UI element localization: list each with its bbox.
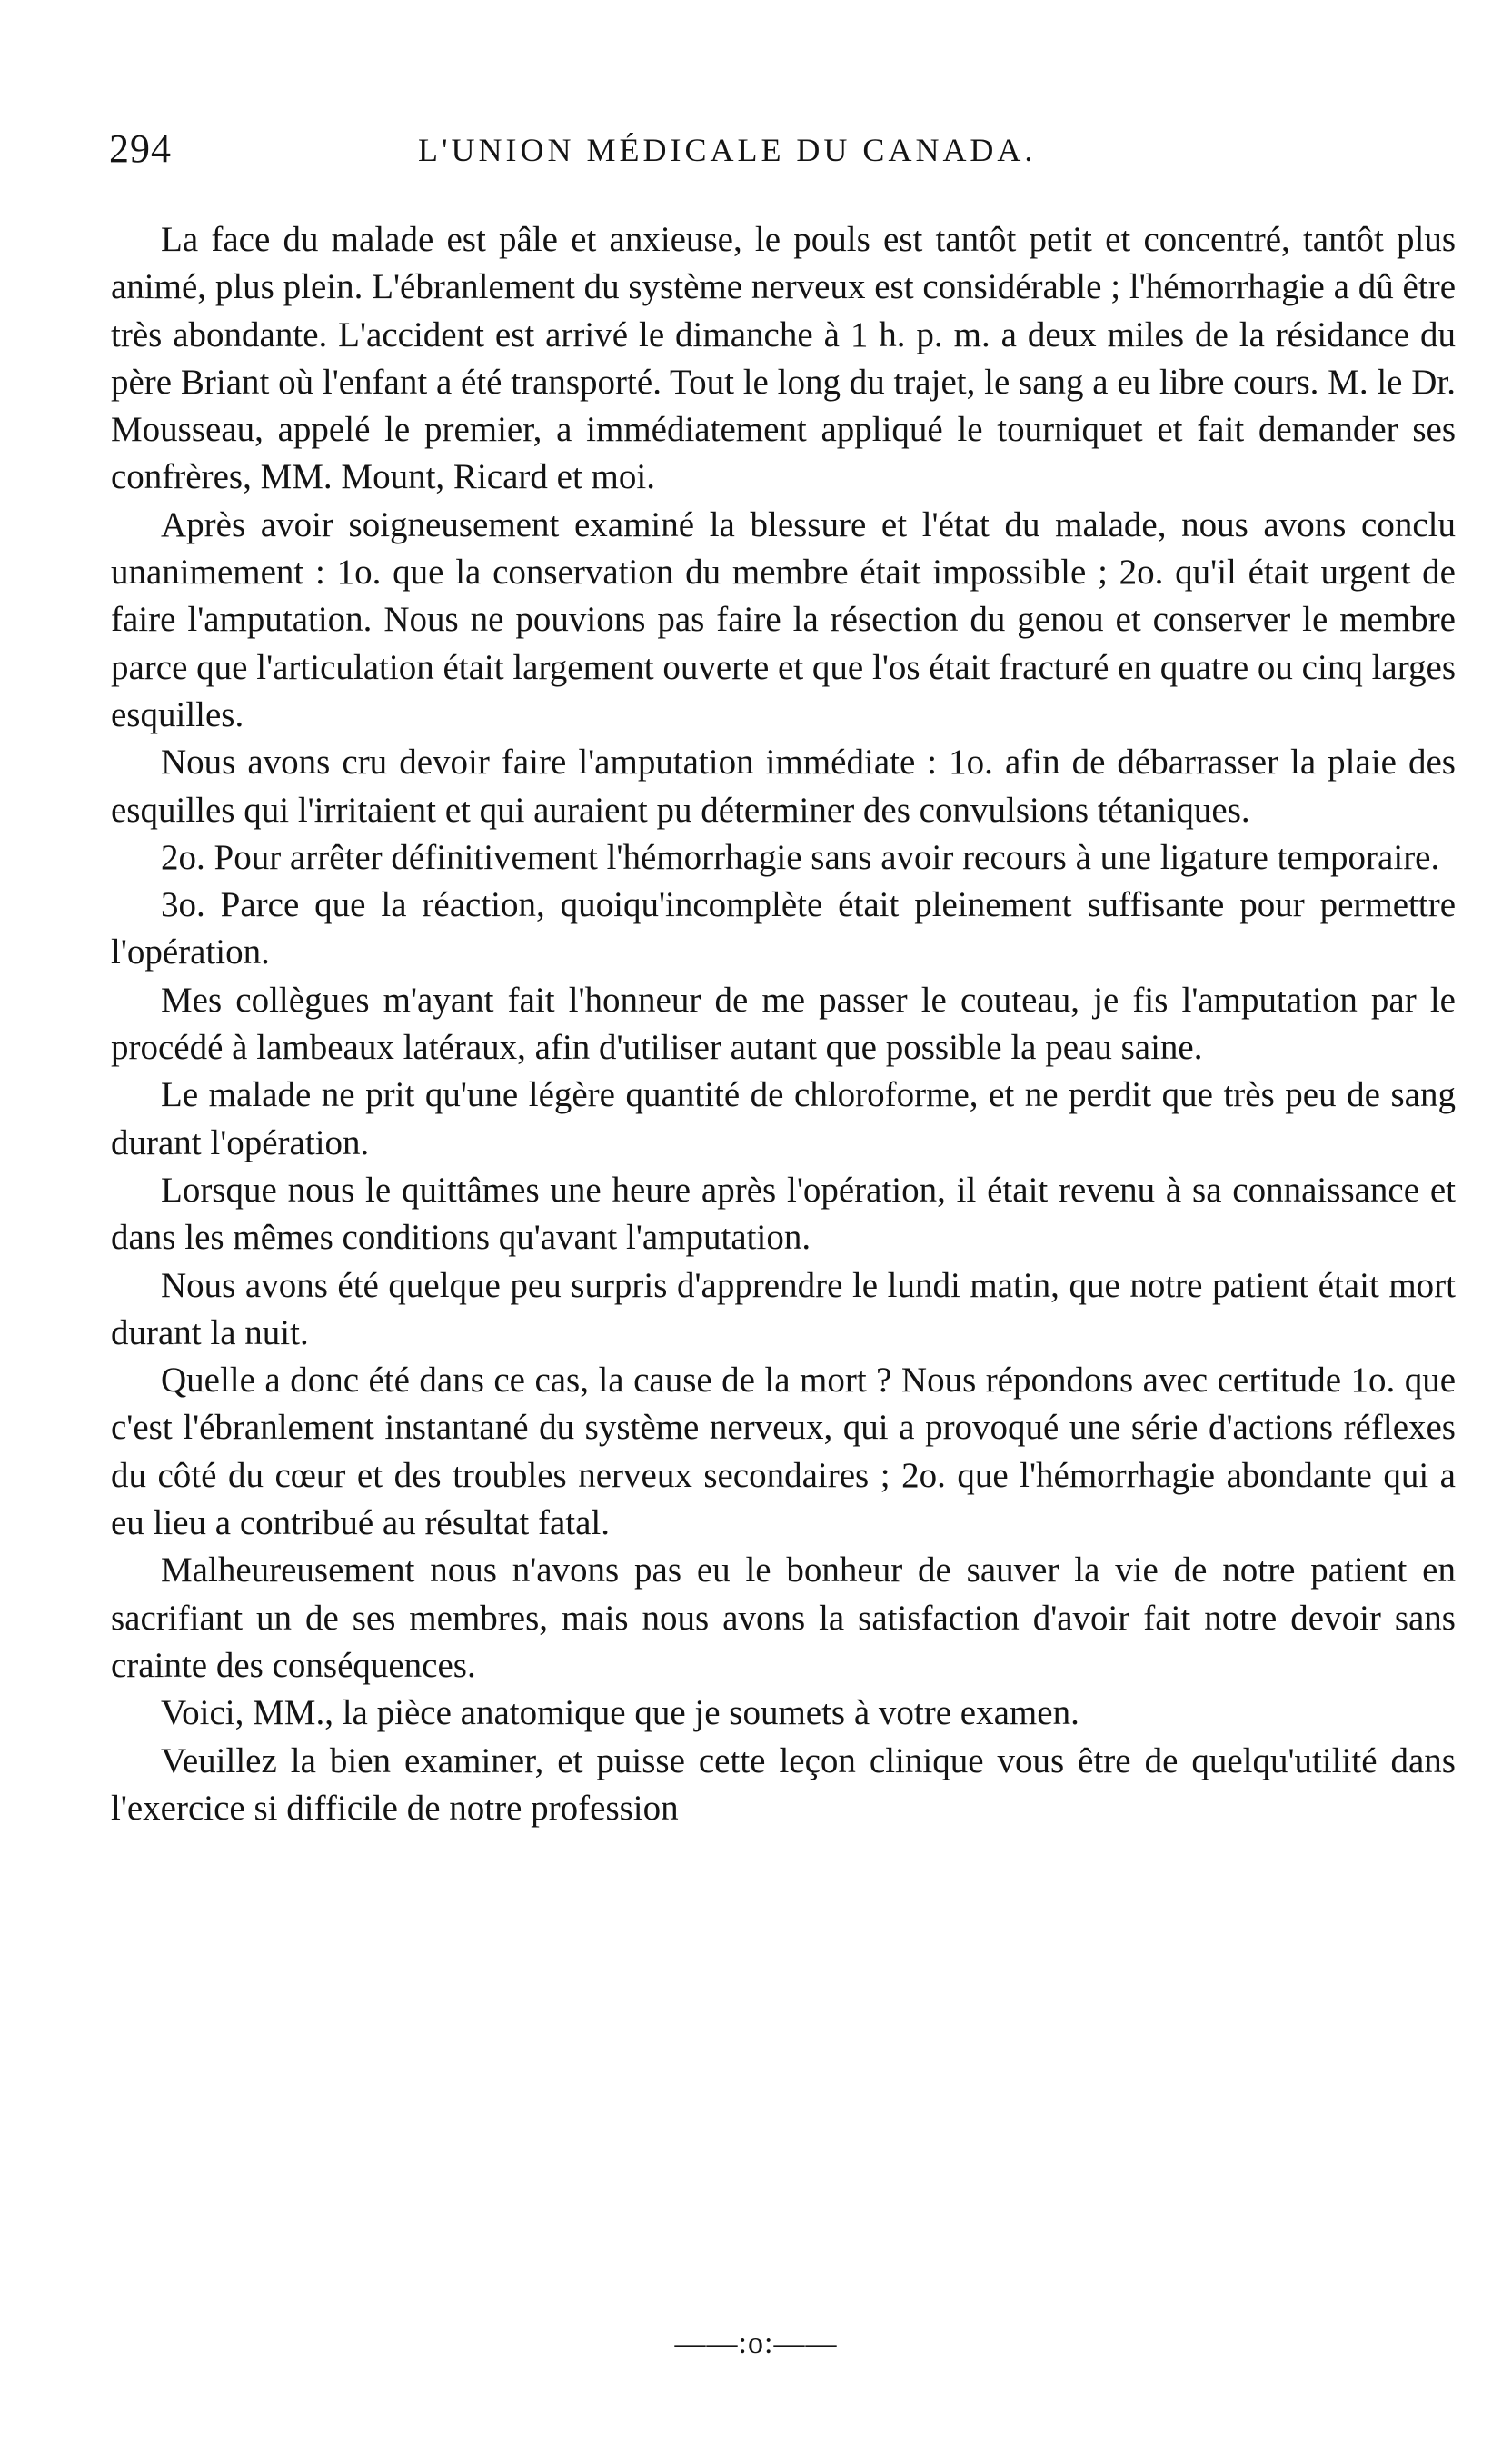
paragraph: Après avoir soigneusement examiné la blessure et l'état du malade, nous avons conclu unanimement : 1o. que la conservation du membre était impossible ; 2o. qu'il était urgent de faire l'amputation. Nous ne pouvions pas faire la résection du genou et conserver le membre parce que l'articulation était largement ouverte et que l'os était fracturé en quatre ou cinq larges esquilles. bbox=[111, 504, 1456, 734]
paragraph: La face du malade est pâle et anxieuse, le pouls est tantôt petit et concentré, tantôt plus animé, plus plein. L'ébranlement du système nerveux est considérable ; l'hémorrhagie a dû être très abondante. L'accident est arrivé le dimanche à 1 h. p. m. a deux miles de la résidance du père Briant où l'enfant a été transporté. Tout le long du trajet, le sang a eu libre cours. M. le Dr. Mousseau, appelé le premier, a immédiatement appliqué le tourniquet et fait demander ses confrères, MM. Mount, Ricard et moi. bbox=[111, 220, 1456, 497]
paragraph: Quelle a donc été dans ce cas, la cause de la mort ? Nous répondons avec certitude 1o. que c'est l'ébranlement instantané du système nerveux, qui a provoqué une série d'actions réflexes du côté du cœur et des troubles nerveux secondaires ; 2o. que l'hémorrhagie abondante qui a eu lieu a contribué au résultat fatal. bbox=[111, 1361, 1456, 1543]
paragraph: Nous avons été quelque peu surpris d'apprendre le lundi matin, que notre patient était mort durant la nuit. bbox=[111, 1265, 1456, 1352]
paragraph: Mes collègues m'ayant fait l'honneur de me passer le couteau, je fis l'amputation par le procédé à lambeaux latéraux, afin d'utiliser autant que possible la peau saine. bbox=[111, 980, 1456, 1068]
paragraph: Le malade ne prit qu'une légère quantité de chloroforme, et ne perdit que très peu de sang durant l'opération. bbox=[111, 1075, 1456, 1162]
paragraph: Veuillez la bien examiner, et puisse cette leçon clinique vous être de quelqu'utilité dans l'exercice si difficile de notre profession bbox=[111, 1740, 1456, 1828]
section-separator: ——:o:—— bbox=[674, 2327, 838, 2360]
paragraph: Voici, MM., la pièce anatomique que je soumets à votre examen. bbox=[161, 1693, 1079, 1733]
paragraph: Malheureusement nous n'avons pas eu le bonheur de sauver la vie de notre patient en sacrifiant un de ses membres, mais nous avons la satisfaction d'avoir fait notre devoir sans crainte des conséquences. bbox=[111, 1551, 1456, 1685]
paragraph: Nous avons cru devoir faire l'amputation immédiate : 1o. afin de débarrasser la plaie des esquilles qui l'irritaient et qui auraient pu déterminer des convulsions tétaniques. bbox=[111, 743, 1456, 830]
running-title: L'UNION MÉDICALE DU CANADA. bbox=[418, 132, 1037, 168]
paragraph: 3o. Parce que la réaction, quoiqu'incomplète était pleinement suffisante pour permettre l'opération. bbox=[111, 885, 1456, 972]
paragraph: 2o. Pour arrêter définitivement l'hémorrhagie sans avoir recours à une ligature temporaire. bbox=[161, 837, 1440, 877]
page-number: 294 bbox=[109, 126, 172, 171]
page-header bbox=[109, 125, 1454, 180]
paragraph: Lorsque nous le quittâmes une heure après l'opération, il était revenu à sa connaissance et dans les mêmes conditions qu'avant l'amputation. bbox=[111, 1170, 1456, 1258]
article-body bbox=[111, 216, 1456, 1832]
